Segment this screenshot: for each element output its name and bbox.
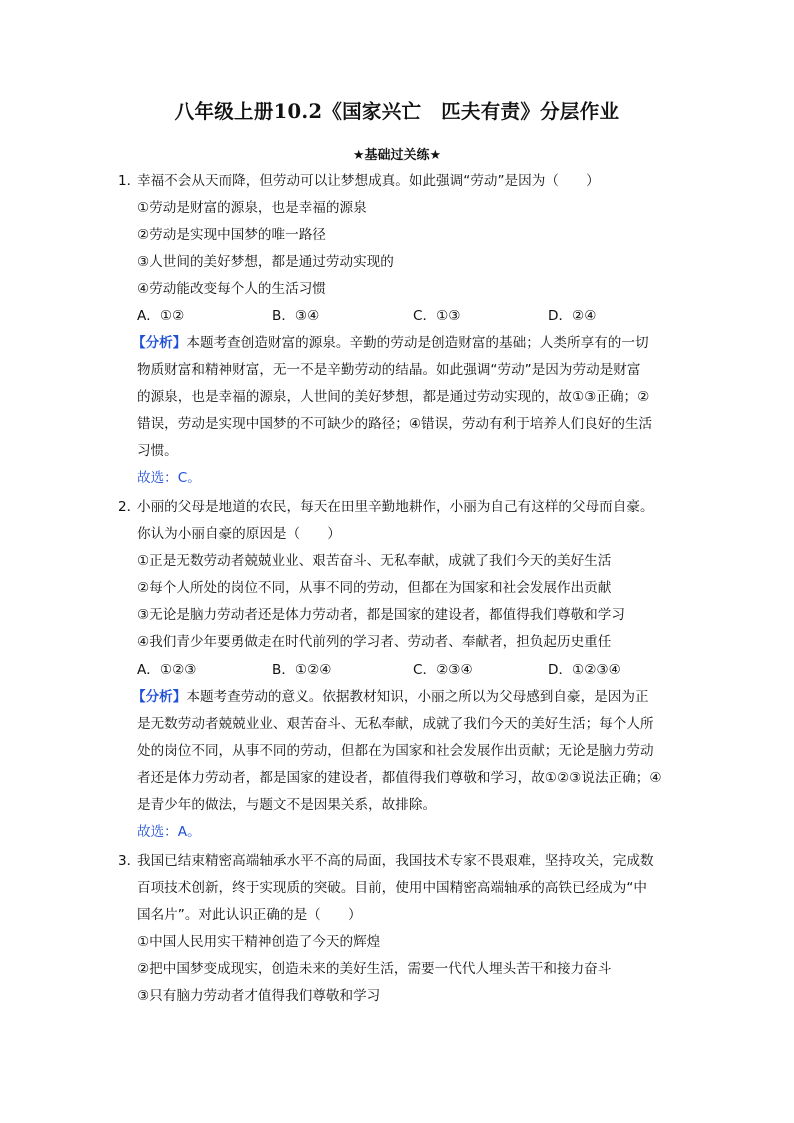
question-2-item: ③无论是脑力劳动者还是体力劳动者，都是国家的建设者，都值得我们尊敬和学习 (137, 607, 625, 623)
question-1-option-c: C．①③ (413, 308, 461, 324)
question-1-analysis-line: 错误，劳动是实现中国梦的不可缺少的路径；④错误，劳动有利于培养人们良好的生活 (137, 416, 653, 432)
analysis-text: 本题考查创造财富的源泉。辛勤的劳动是创造财富的基础；人类所享有的一切 (186, 335, 649, 351)
question-1-item: ①劳动是财富的源泉，也是幸福的源泉 (137, 200, 367, 216)
question-1-analysis-line: 的源泉，也是幸福的源泉，人世间的美好梦想，都是通过劳动实现的，故①③正确；② (137, 389, 650, 405)
question-2-item: ①正是无数劳动者兢兢业业、艰苦奋斗、无私奉献，成就了我们今天的美好生活 (137, 553, 612, 569)
question-1-option-b: B．③④ (272, 308, 320, 324)
page-title: 八年级上册10.2《国家兴亡 匹夫有责》分层作业 (174, 100, 620, 123)
analysis-text: 本题考查劳动的意义。依据教材知识，小丽之所以为父母感到自豪，是因为正 (186, 689, 649, 705)
question-2-option-a: A．①②③ (137, 662, 197, 678)
question-1-analysis-line: 习惯。 (137, 443, 178, 459)
question-2-option-c: C．②③④ (413, 662, 473, 678)
question-1-stem: 幸福不会从天而降，但劳动可以让梦想成真。如此强调“劳动”是因为（ ） (137, 173, 600, 189)
question-2-answer: 故选：A。 (137, 824, 201, 840)
question-1-number: 1． (118, 173, 141, 189)
question-2-item: ④我们青少年要勇做走在时代前列的学习者、劳动者、奉献者，担负起历史重任 (137, 634, 612, 650)
question-2-stem: 小丽的父母是地道的农民，每天在田里辛勤地耕作，小丽为自己有这样的父母而自豪。 (137, 499, 654, 515)
question-1-answer: 故选：C。 (137, 470, 201, 486)
question-2-analysis-line: 者还是体力劳动者，都是国家的建设者，都值得我们尊敬和学习，故①②③说法正确；④ (137, 770, 662, 786)
question-2-stem: 你认为小丽自豪的原因是（ ） (137, 526, 341, 542)
question-1-item: ④劳动能改变每个人的生活习惯 (137, 281, 326, 297)
question-1-analysis-line: 物质财富和精神财富，无一不是辛勤劳动的结晶。如此强调“劳动”是因为劳动是财富 (137, 362, 641, 378)
question-2-option-b: B．①②④ (272, 662, 332, 678)
question-2-item: ②每个人所处的岗位不同，从事不同的劳动，但都在为国家和社会发展作出贡献 (137, 580, 612, 596)
question-3-number: 3． (118, 853, 141, 869)
question-1-analysis-first-line (132, 334, 649, 352)
question-2-option-d: D．①②③④ (548, 662, 621, 678)
question-2-analysis-first-line (132, 688, 649, 706)
question-3-stem: 我国已结束精密高端轴承水平不高的局面，我国技术专家不畏艰难，坚持攻关，完成数 (137, 853, 654, 869)
question-2-analysis-line: 是青少年的做法，与题文不是因果关系，故排除。 (137, 797, 437, 813)
question-3-item: ③只有脑力劳动者才值得我们尊敬和学习 (137, 988, 381, 1004)
question-1-option-d: D．②④ (548, 308, 597, 324)
question-3-item: ②把中国梦变成现实，创造未来的美好生活，需要一代代人埋头苦干和接力奋斗 (137, 961, 612, 977)
question-3-stem: 国名片”。对此认识正确的是（ ） (137, 907, 362, 923)
question-1-item: ③人世间的美好梦想，都是通过劳动实现的 (137, 254, 394, 270)
question-2-number: 2． (118, 499, 141, 515)
section-heading: ★基础过关练★ (352, 148, 442, 163)
question-1-item: ②劳动是实现中国梦的唯一路径 (137, 227, 326, 243)
question-3-item: ①中国人民用实干精神创造了今天的辉煌 (137, 934, 381, 950)
question-3-stem: 百项技术创新，终于实现质的突破。目前，使用中国精密高端轴承的高铁已经成为“中 (137, 880, 648, 896)
analysis-tag: 【分析】 (132, 335, 187, 351)
question-2-analysis-line: 是无数劳动者兢兢业业、艰苦奋斗、无私奉献，成就了我们今天的美好生活；每个人所 (137, 716, 654, 732)
question-2-analysis-line: 处的岗位不同，从事不同的劳动，但都在为国家和社会发展作出贡献；无论是脑力劳动 (137, 743, 654, 759)
analysis-tag: 【分析】 (132, 689, 187, 705)
question-1-option-a: A．①② (137, 308, 185, 324)
